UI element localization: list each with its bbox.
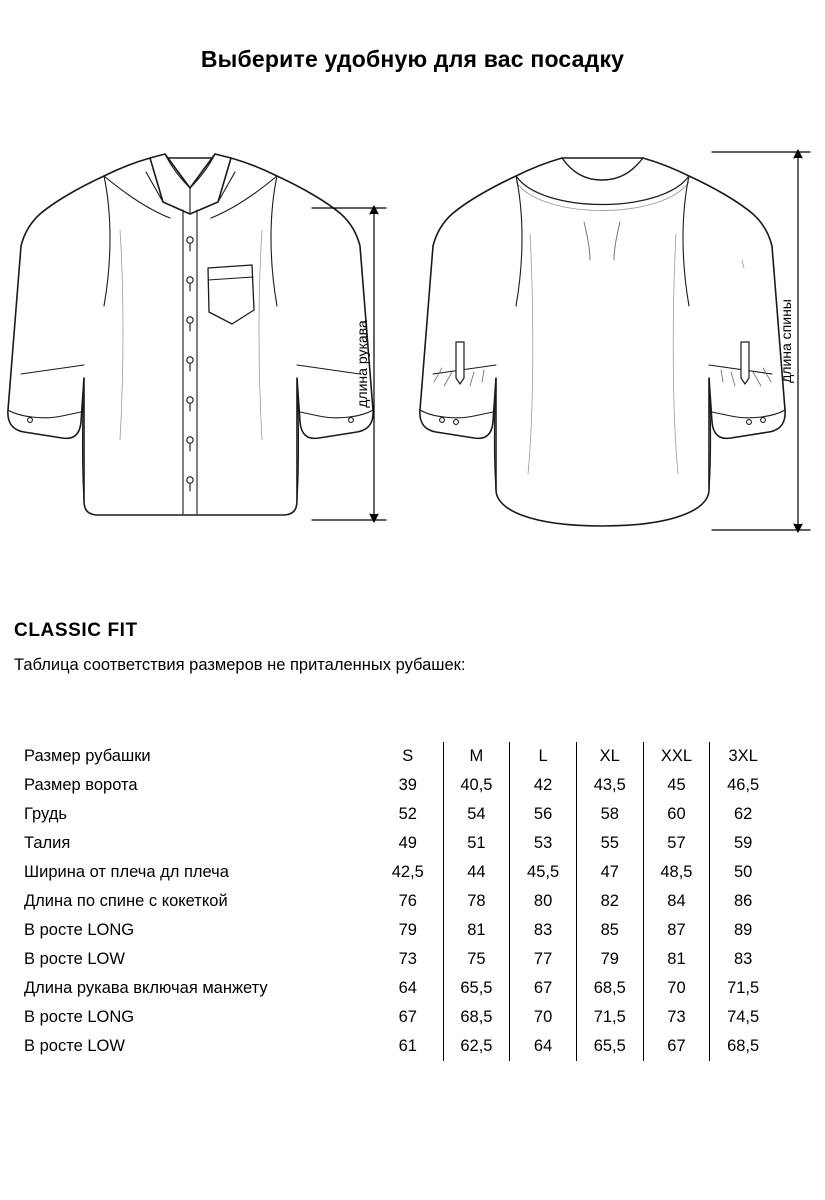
fit-heading: CLASSIC FIT [14, 620, 138, 641]
table-cell: 82 [576, 887, 643, 916]
column-header-l: L [510, 742, 577, 771]
table-cell: 87 [643, 916, 710, 945]
column-header-xxl: XXL [643, 742, 710, 771]
table-cell: 58 [576, 800, 643, 829]
table-cell: 42,5 [391, 863, 424, 881]
table-cell: 43,5 [576, 771, 643, 800]
table-cell: 67 [510, 974, 577, 1003]
table-cell: 42 [510, 771, 577, 800]
table-cell: 60 [643, 800, 710, 829]
table-cell: 56 [510, 800, 577, 829]
table-cell: 80 [510, 887, 577, 916]
table-row-label: В росте LOW [24, 950, 125, 968]
table-cell: 81 [443, 916, 510, 945]
table-row [14, 800, 776, 829]
size-table-body [14, 742, 776, 1061]
table-cell: 57 [643, 829, 710, 858]
table-cell: 89 [710, 916, 776, 945]
table-cell: 52 [398, 805, 417, 823]
page-title: Выберите удобную для вас посадку [200, 46, 625, 72]
fit-subheading: Таблица соответствия размеров не приталенных рубашек: [14, 656, 466, 674]
table-cell: 49 [398, 834, 417, 852]
table-cell: 74,5 [710, 1003, 776, 1032]
table-cell: 64 [510, 1032, 577, 1061]
table-cell: 85 [576, 916, 643, 945]
shirt-illustration [0, 110, 825, 570]
table-cell: 70 [643, 974, 710, 1003]
table-cell: 77 [510, 945, 577, 974]
table-cell: 62,5 [443, 1032, 510, 1061]
table-row [14, 1003, 776, 1032]
table-cell: 73 [398, 950, 417, 968]
column-header-s: S [402, 747, 414, 765]
table-row [14, 1032, 776, 1061]
table-cell: 78 [443, 887, 510, 916]
table-cell: 65,5 [576, 1032, 643, 1061]
table-row-label: В росте LONG [24, 1008, 135, 1026]
table-row [14, 945, 776, 974]
table-row [14, 916, 776, 945]
table-cell: 64 [398, 979, 417, 997]
table-row-label: Талия [24, 834, 71, 852]
back-shirt-drawing [420, 150, 810, 532]
table-cell: 59 [710, 829, 776, 858]
table-row-label: Размер ворота [24, 776, 138, 794]
table-row [14, 887, 776, 916]
table-cell: 70 [510, 1003, 577, 1032]
table-row-label: В росте LOW [24, 1037, 125, 1055]
table-row-label: Длина рукава включая манжету [24, 979, 268, 997]
table-cell: 53 [510, 829, 577, 858]
table-row [14, 829, 776, 858]
table-cell: 79 [398, 921, 417, 939]
table-row-label: Длина по спине с кокеткой [24, 892, 228, 910]
table-cell: 84 [643, 887, 710, 916]
table-cell: 83 [510, 916, 577, 945]
table-row-label: Ширина от плеча дл плеча [24, 863, 229, 881]
sleeve-length-label: длина рукава [354, 320, 370, 408]
table-cell: 81 [643, 945, 710, 974]
table-cell: 67 [398, 1008, 417, 1026]
table-cell: 45 [643, 771, 710, 800]
table-row [14, 771, 776, 800]
table-cell: 68,5 [443, 1003, 510, 1032]
table-cell: 47 [576, 858, 643, 887]
table-row-label: Размер рубашки [24, 747, 151, 765]
table-cell: 61 [398, 1037, 417, 1055]
table-cell: 45,5 [510, 858, 577, 887]
column-header-m: M [443, 742, 510, 771]
front-shirt-drawing [8, 154, 386, 522]
table-cell: 40,5 [443, 771, 510, 800]
table-cell: 83 [710, 945, 776, 974]
table-cell: 79 [576, 945, 643, 974]
table-row-label: В росте LONG [24, 921, 135, 939]
table-cell: 55 [576, 829, 643, 858]
table-cell: 68,5 [576, 974, 643, 1003]
table-cell: 71,5 [710, 974, 776, 1003]
table-cell: 44 [443, 858, 510, 887]
table-cell: 67 [643, 1032, 710, 1061]
table-cell: 71,5 [576, 1003, 643, 1032]
table-cell: 76 [398, 892, 417, 910]
column-header-xl: XL [576, 742, 643, 771]
table-row-label: Грудь [24, 805, 67, 823]
back-length-label: длина спины [778, 299, 794, 383]
table-cell: 65,5 [443, 974, 510, 1003]
column-header-3xl: 3XL [710, 742, 776, 771]
table-cell: 86 [710, 887, 776, 916]
table-cell: 73 [643, 1003, 710, 1032]
table-cell: 75 [443, 945, 510, 974]
table-cell: 62 [710, 800, 776, 829]
table-cell: 50 [710, 858, 776, 887]
table-cell: 54 [443, 800, 510, 829]
table-cell: 68,5 [710, 1032, 776, 1061]
table-cell: 51 [443, 829, 510, 858]
table-row [14, 858, 776, 887]
table-cell: 48,5 [643, 858, 710, 887]
table-row [14, 974, 776, 1003]
table-cell: 39 [398, 776, 417, 794]
size-table [14, 742, 776, 1061]
table-cell: 46,5 [710, 771, 776, 800]
table-header-row [14, 742, 776, 771]
